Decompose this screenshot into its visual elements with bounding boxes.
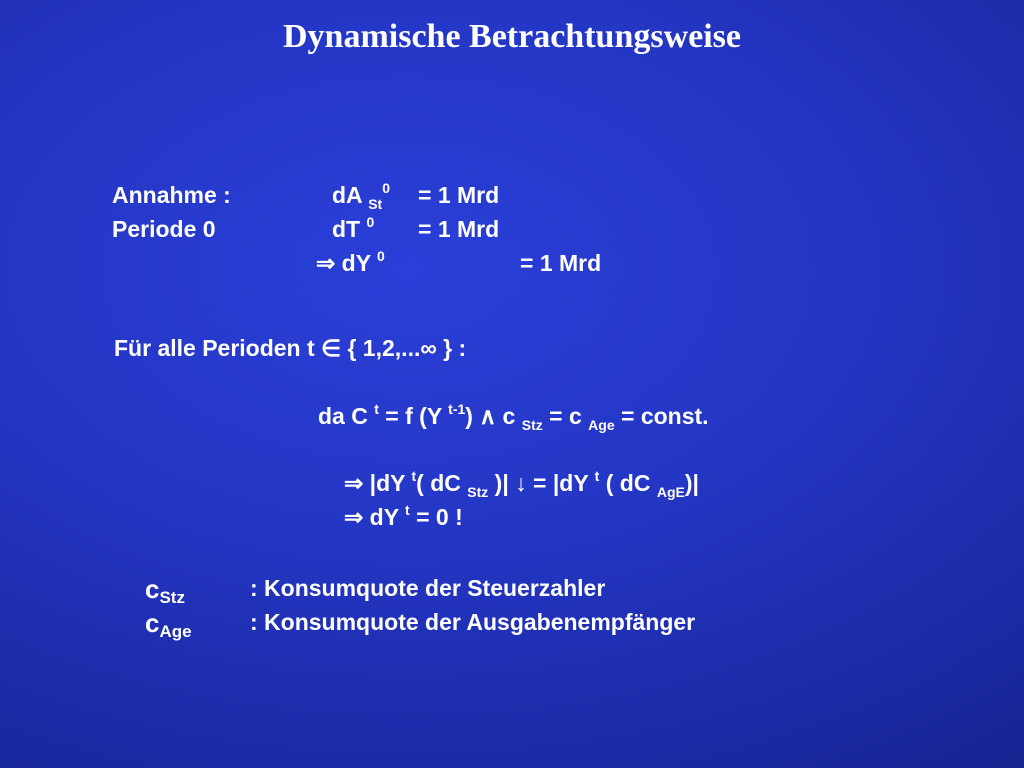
value-dA: = 1 Mrd <box>418 182 500 208</box>
formula-dY <box>316 248 385 276</box>
sup-zero: 0 <box>366 214 375 230</box>
legend-symbol-age <box>145 608 192 641</box>
legend-desc-stz: : Konsumquote der Steuerzahler <box>250 575 606 601</box>
result-formula-2 <box>344 502 463 530</box>
sub-age: Age <box>588 417 615 433</box>
formula-dT <box>332 214 375 242</box>
legend-desc-age: : Konsumquote der Ausgabenempfänger <box>250 609 696 635</box>
sup-t: t <box>594 468 600 484</box>
legend-symbol-stz <box>145 574 185 607</box>
var-dA: dA <box>332 182 362 208</box>
cond-part: da C <box>318 403 368 429</box>
implies-icon: ⇒ <box>344 470 364 496</box>
legend-sub: Stz <box>159 588 185 607</box>
res-part: dY <box>369 504 399 530</box>
sub-stz: Stz <box>467 484 489 500</box>
sup-t: t <box>405 502 410 518</box>
periods-statement: Für alle Perioden t ∈ { 1,2,...∞ } : <box>114 335 467 361</box>
res-part: ( dC <box>605 470 651 496</box>
legend-symbol: c <box>145 574 160 604</box>
down-arrow-icon: ↓ <box>515 470 527 496</box>
sup-zero: 0 <box>382 180 390 196</box>
res-part: )| <box>494 470 509 496</box>
var-dT: dT <box>332 216 361 242</box>
res-part: = |dY <box>533 470 589 496</box>
legend-sub: Age <box>159 622 192 641</box>
sup-t-1: t-1 <box>448 401 466 417</box>
value-dY: = 1 Mrd <box>520 250 602 276</box>
sup-t: t <box>411 468 417 484</box>
result-formula-1 <box>344 468 699 500</box>
sup-t: t <box>374 401 379 417</box>
label-periode: Periode 0 <box>112 216 216 242</box>
implies-icon: ⇒ <box>344 504 364 530</box>
res-part: )| <box>684 470 699 496</box>
formula-dA <box>332 180 390 212</box>
cond-part: = c <box>549 403 582 429</box>
res-part: ( dC <box>416 470 461 496</box>
res-part: = 0 ! <box>416 504 463 530</box>
condition-formula <box>318 401 709 433</box>
sup-zero: 0 <box>377 248 385 264</box>
res-part: |dY <box>369 470 406 496</box>
value-dT: = 1 Mrd <box>418 216 500 242</box>
slide-title: Dynamische Betrachtungsweise <box>282 18 742 55</box>
label-annahme: Annahme : <box>112 182 231 208</box>
var-dY: dY <box>341 250 371 276</box>
implies-icon: ⇒ <box>316 250 336 276</box>
sub-st: St <box>368 196 383 212</box>
cond-part: = const. <box>621 403 709 429</box>
cond-part: ) ∧ c <box>465 403 516 429</box>
legend-symbol: c <box>145 608 160 638</box>
sub-age: AgE <box>656 484 685 500</box>
cond-part: = f (Y <box>385 403 442 429</box>
sub-stz: Stz <box>521 417 543 433</box>
